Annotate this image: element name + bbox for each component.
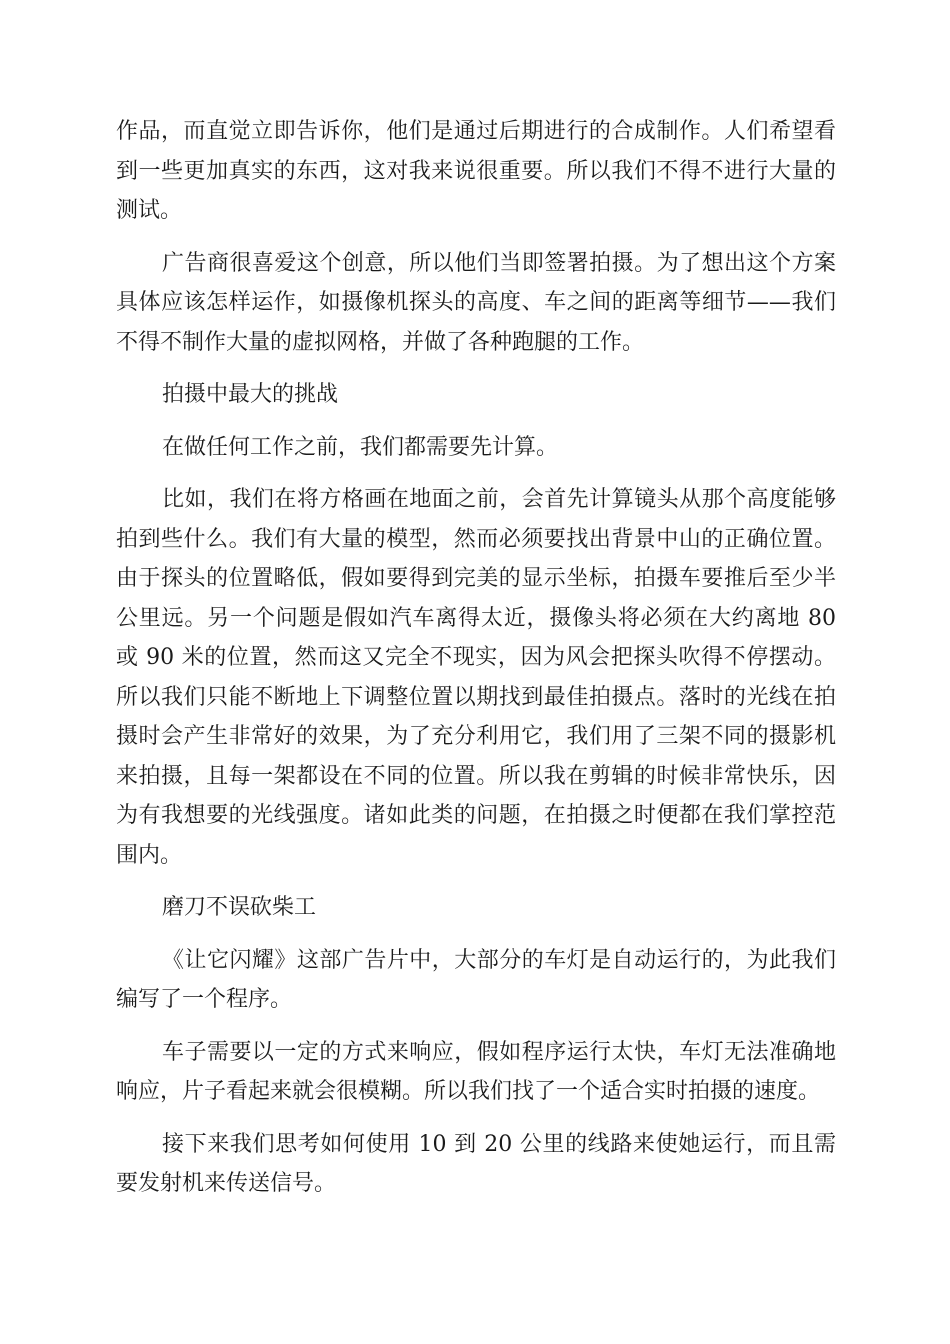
section-heading-preparation: 磨刀不误砍柴工 (162, 895, 317, 920)
paragraph-calculate: 在做任何工作之前，我们都需要先计算。 (162, 434, 559, 460)
paragraph-response: 车子需要以一定的方式来响应，假如程序运行太快，车灯无法准确地响应，片子看起来就会很模糊。所以我们找了一个适合实时拍摄的速度。 (116, 1039, 836, 1104)
document-body (116, 112, 836, 1217)
paragraph-advertiser: 广告商很喜爱这个创意，所以他们当即签署拍摄。为了想出这个方案具体应该怎样运作，如摄像机探头的高度、车之间的距离等细节——我们不得不制作大量的虚拟网格，并做了各种跑腿的工作。 (116, 250, 836, 355)
paragraph-example: 比如，我们在将方格画在地面之前，会首先计算镜头从那个高度能够拍到些什么。我们有大量的模型，然而必须要找出背景中山的正确位置。由于探头的位置略低，假如要得到完美的显示坐标，拍摄车要推后至少半公里远。另一个问题是假如汽车离得太近，摄像头将必须在大约离地 80 或 90 米的位置，然而这又完全不现实，因为风会把探头吹得不停摆动。所以我们只能不断地上下调整位置以期找到最佳拍摄点。落时的光线在拍摄时会产生非常好的效果，为了充分利用它，我们用了三架不同的摄影机来拍摄，且每一架都设在不同的位置。所以我在剪辑的时候非常快乐，因为有我想要的光线强度。诸如此类的问题，在拍摄之时便都在我们掌控范围内。 (116, 487, 836, 868)
paragraph-continuation: 作品，而直觉立即告诉你，他们是通过后期进行的合成制作。人们希望看到一些更加真实的东西，这对我来说很重要。所以我们不得不进行大量的测试。 (116, 119, 836, 223)
paragraph-transmitter: 接下来我们思考如何使用 10 到 20 公里的线路来使她运行，而且需要发射机来传送信号。 (116, 1131, 836, 1196)
paragraph-program: 《让它闪耀》这部广告片中，大部分的车灯是自动运行的，为此我们编写了一个程序。 (116, 947, 836, 1012)
section-heading-challenge: 拍摄中最大的挑战 (162, 382, 339, 407)
